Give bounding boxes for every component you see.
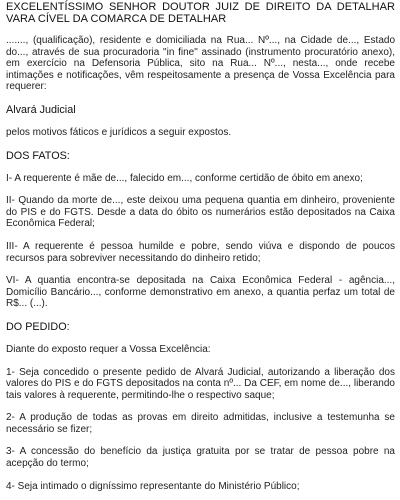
request-section-title: DO PEDIDO: (6, 320, 70, 333)
facts-title: DOS FATOS: (6, 149, 70, 162)
spacer (6, 230, 395, 241)
spacer (6, 401, 395, 412)
request-item: 4- Seja intimado o digníssimo representante do Ministério Público; (6, 480, 300, 492)
request-motive: pelos motivos fáticos e jurídicos a seguir expostos. (6, 126, 232, 138)
spacer (6, 333, 395, 344)
fact-item: I- A requerente é mãe de..., falecido em..., conforme certidão de óbito em anexo; (6, 172, 363, 184)
spacer (6, 470, 395, 481)
request-item: 2- A produção de todas as provas em direito admitidas, inclusive a testemunha se necessário se fizer; (6, 412, 395, 435)
spacer (6, 139, 395, 150)
petition-document (6, 0, 395, 492)
spacer (6, 184, 395, 195)
fact-item: III- A requerente é pessoa humilde e pobre, sendo viúva e dispondo de poucos recursos para sobreviver necessitando do dinheiro retido; (6, 240, 395, 264)
request-item: 3- A concessão do benefício da justiça gratuita por se tratar de pessoa pobre na acepção do termo; (6, 446, 395, 470)
fact-item: II- Quando da morte de..., este deixou uma pequena quantia em dinheiro, proveniente do PIS e do FGTS. Desde a data do óbito os numerários estão depositados na Caixa Econômica Federal; (6, 195, 395, 230)
request-item: 1- Seja concedido o presente pedido de Alvará Judicial, autorizando a liberação dos valores do PIS e do FGTS depositados na conta nº... Da CEF, em nome de..., liberando tais valores à requerente, permitindo-lhe o respectivo saque; (6, 366, 395, 401)
spacer (6, 116, 395, 127)
request-title: Alvará Judicial (6, 103, 76, 116)
intro-paragraph: ......., (qualificação), residente e domiciliada na Rua... Nº..., na Cidade de..., Estado do..., através de sua procuradoria "in fine" assinado (instrumento procuratório anexo), em exercício na Defensoria Pública, sito na Rua... Nº..., nesta..., onde recebe intimações e notificações, vêm respeitosamente a presença de Vossa Excelência para requerer: (6, 35, 395, 93)
spacer (6, 264, 395, 275)
spacer (6, 356, 395, 367)
spacer (6, 25, 395, 35)
fact-item: VI- A quantia encontra-se depositada na Caixa Econômica Federal - agência..., Domicílio Bancário..., conforme demonstrativo em anexo, a quantia perfaz um total de R$... (...). (6, 275, 395, 310)
request-intro: Diante do exposto requer a Vossa Excelência: (6, 343, 211, 355)
petition-heading: EXCELENTÍSSIMO SENHOR DOUTOR JUIZ DE DIREITO DA DETALHAR VARA CÍVEL DA COMARCA DE DETALHAR (6, 1, 395, 25)
spacer (6, 435, 395, 446)
spacer (6, 162, 395, 173)
spacer (6, 93, 395, 104)
spacer (6, 310, 395, 321)
